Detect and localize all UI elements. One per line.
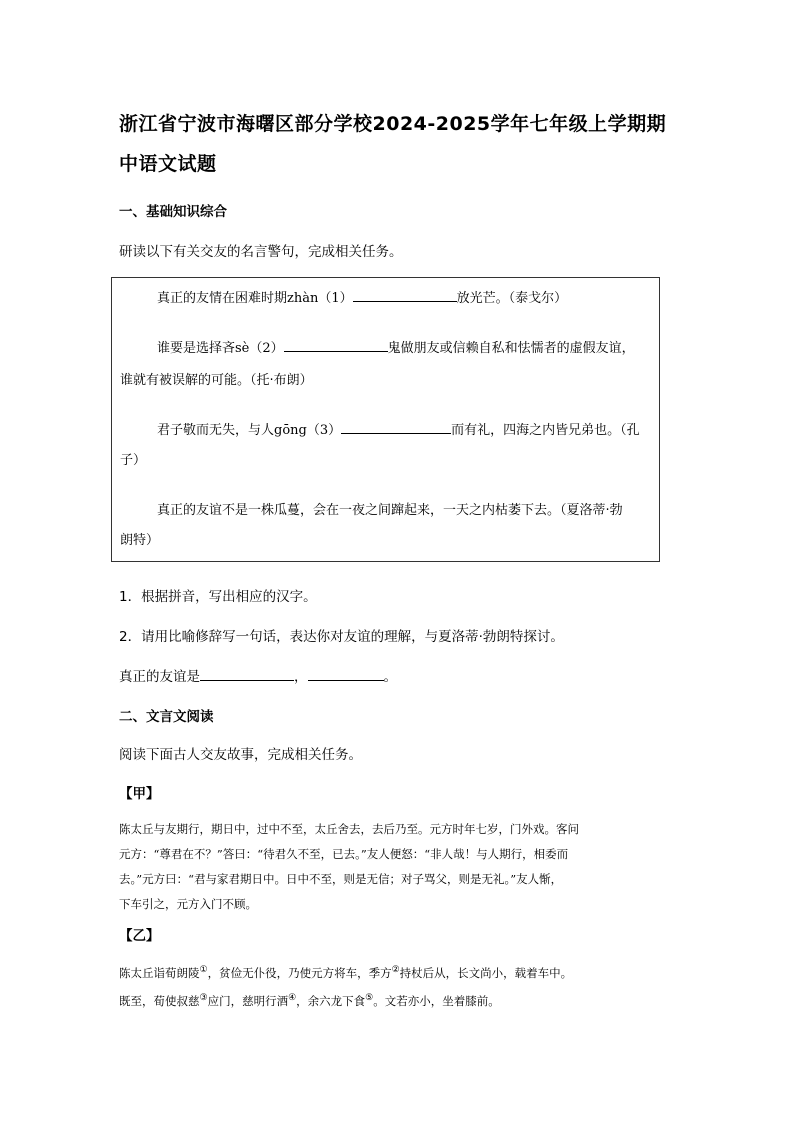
- jia-line-3: 去。”元方曰：“君与家君期日中。日中不至，则是无信；对子骂父，则是无礼。”友人惭，: [119, 872, 563, 886]
- quote-3-author-line-2: 子）: [120, 453, 147, 468]
- jia-label: 【甲】: [119, 786, 160, 802]
- quote-4-text: 真正的友谊不是一株瓜蔓，会在一夜之间蹿起来，一天之内枯萎下去。: [157, 503, 561, 518]
- jia-line-1: 陈太丘与友期行，期日中，过中不至，太丘舍去，去后乃至。元方时年七岁，门外戏。客问: [119, 822, 579, 836]
- quote-box: [111, 277, 660, 562]
- quote-3: [157, 418, 640, 444]
- answer-blank-2[interactable]: [308, 667, 384, 681]
- quote-1: [157, 286, 567, 312]
- footnote-marker: ②: [391, 965, 400, 975]
- question-1: 1．根据拼音，写出相应的汉字。: [119, 589, 317, 605]
- yi-passage: [119, 958, 679, 1014]
- footnote-marker: ④: [288, 992, 297, 1003]
- quote-2-text-line-2: 谁就有被误解的可能。: [120, 373, 251, 388]
- answer-line: [119, 665, 397, 685]
- section-2-heading: 二、文言文阅读: [119, 709, 214, 725]
- section-1-intro: 研读以下有关交友的名言警句，完成相关任务。: [119, 244, 403, 260]
- quote-1-text: 真正的友情在困难时期zhàn（1）: [157, 291, 353, 306]
- question-2: 2．请用比喻修辞写一句话，表达你对友谊的理解，与夏洛蒂·勃朗特探讨。: [119, 629, 564, 645]
- yi-line-2: 既至，荀使叔慈③应门，慈明行酒④，余六龙下食⑤。文若亦小，坐着膝前。: [119, 992, 500, 1008]
- answer-prefix: 真正的友谊是: [119, 669, 200, 685]
- jia-passage: [119, 817, 679, 917]
- jia-line-2: 元方：“尊君在不？”答曰：“待君久不至，已去。”友人便怒：“非人哉！与人期行，相委而: [119, 847, 569, 861]
- quote-4-author: （夏洛蒂·勃: [560, 503, 623, 518]
- yi-label: 【乙】: [119, 928, 160, 944]
- blank-1[interactable]: [353, 288, 457, 302]
- section-2-intro: 阅读下面古人交友故事，完成相关任务。: [119, 747, 362, 763]
- footnote-marker: ①: [199, 965, 208, 975]
- title-line-1: 浙江省宁波市海曙区部分学校2024-2025学年七年级上学期期: [119, 113, 667, 135]
- section-1-heading: 一、基础知识综合: [119, 204, 227, 220]
- answer-period: 。: [383, 669, 397, 685]
- footnote-marker: ③: [199, 992, 208, 1003]
- quote-1-author: （泰戈尔）: [508, 291, 568, 306]
- title-line-2: 中语文试题: [119, 153, 217, 175]
- answer-comma: ，: [294, 669, 308, 685]
- blank-3[interactable]: [341, 420, 451, 434]
- jia-line-4: 下车引之，元方入门不顾。: [119, 897, 257, 911]
- quote-2-text: 谁要是选择吝sè（2）: [157, 341, 284, 356]
- quote-3-author: （孔: [620, 423, 640, 438]
- quote-2: [157, 336, 635, 362]
- quote-4-author-line-2: 朗特）: [120, 533, 160, 548]
- quote-3-text: 君子敬而无失，与人gōng（3）: [157, 423, 342, 438]
- answer-blank-1[interactable]: [200, 667, 294, 681]
- page-title: [119, 104, 689, 184]
- quote-4: [157, 498, 623, 524]
- quote-2-text-end: 鬼做朋友或信赖自私和怯懦者的虚假友谊，: [387, 341, 635, 356]
- quote-2-author: （托·布朗）: [250, 373, 313, 388]
- blank-2[interactable]: [284, 338, 388, 352]
- quote-2-line-2: [120, 368, 313, 394]
- quote-1-text-end: 放光芒。: [456, 291, 509, 306]
- quote-3-text-end: 而有礼，四海之内皆兄弟也。: [451, 423, 621, 438]
- yi-line-1: 陈太丘诣荀朗陵①，贫俭无仆役，乃使元方将车，季方②持杖后从，长文尚小，载着车中。: [119, 965, 573, 980]
- footnote-marker: ⑤: [365, 992, 374, 1003]
